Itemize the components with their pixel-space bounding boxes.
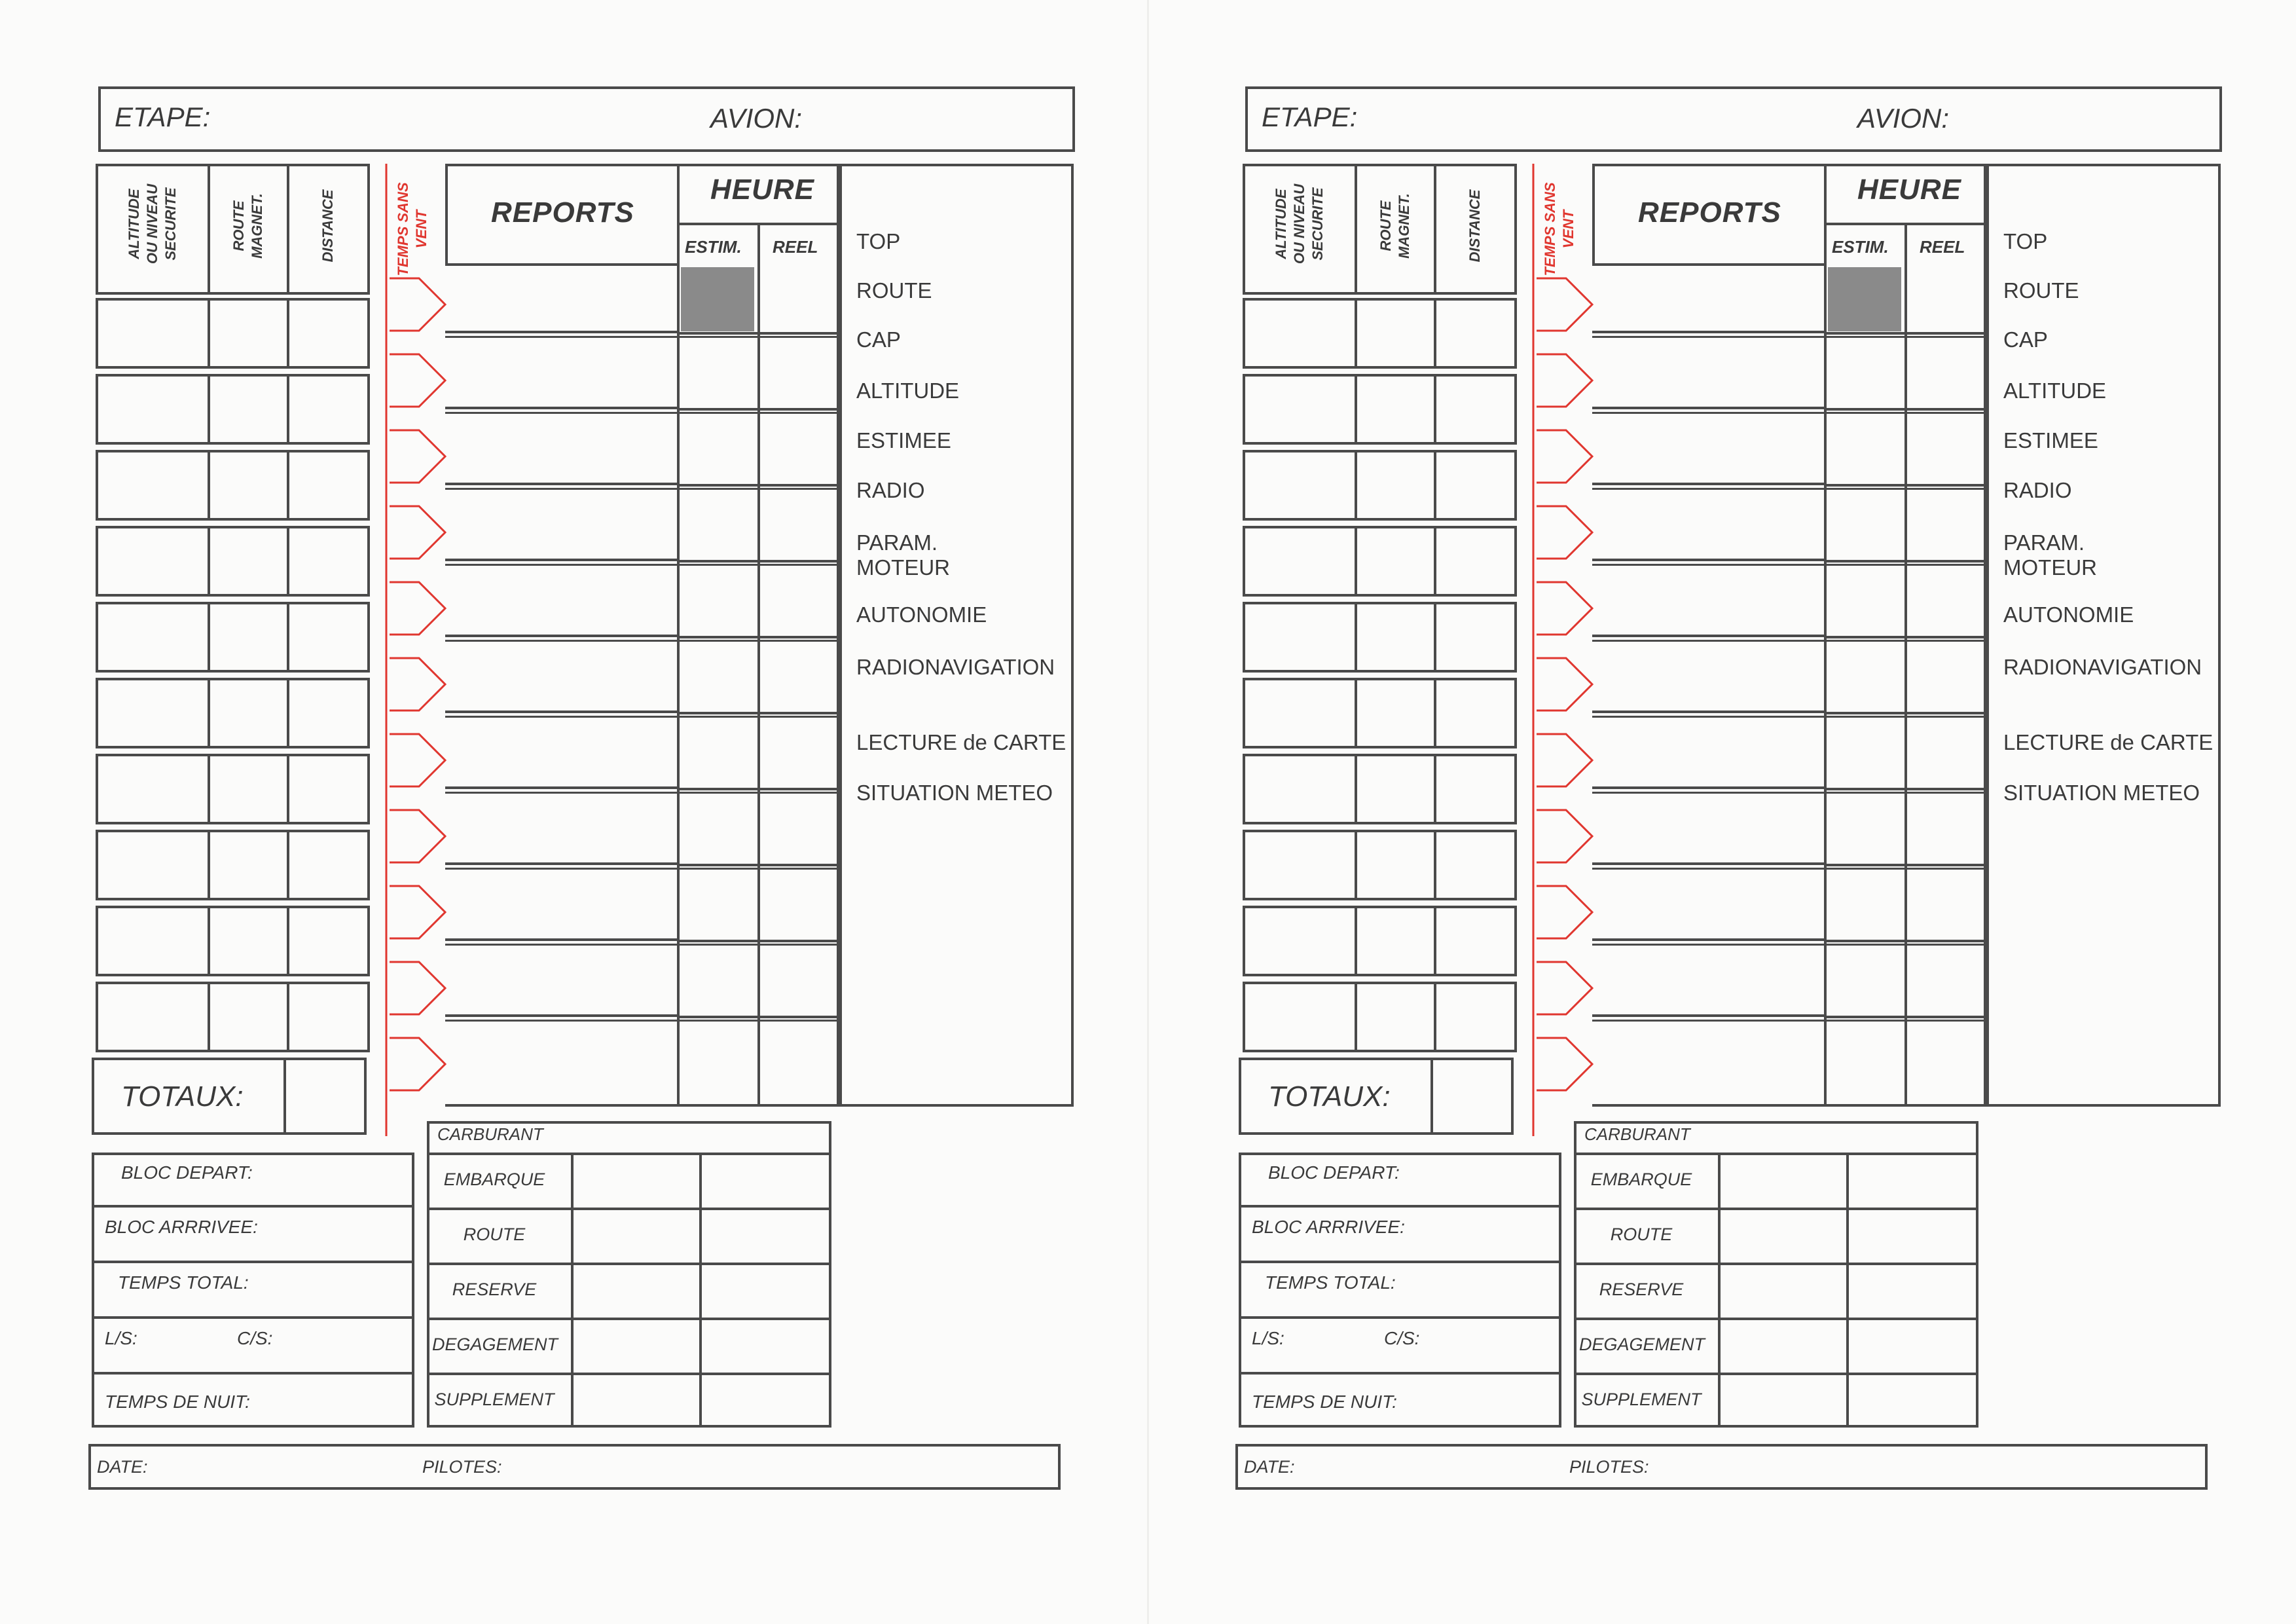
- checklist-item: AUTONOMIE: [2003, 602, 2134, 627]
- carburant-value-1[interactable]: [576, 1266, 694, 1315]
- heure-label: HEURE: [710, 174, 815, 206]
- date-field[interactable]: [151, 1449, 406, 1485]
- carburant-value-2[interactable]: [1851, 1211, 1972, 1260]
- checklist-item: RADIO: [2003, 478, 2072, 502]
- pilotes-field[interactable]: [1658, 1449, 2201, 1485]
- carburant-value-1[interactable]: [576, 1156, 694, 1205]
- distance-col-label: DISTANCE: [319, 189, 336, 263]
- bloc-temps-nuit-label: TEMPS DE NUIT:: [1252, 1392, 1397, 1412]
- ls-label: L/S:: [105, 1328, 137, 1348]
- checklist-item: ROUTE: [856, 278, 932, 303]
- checklist-item: TOP: [856, 229, 901, 253]
- reel-label: REEL: [773, 237, 818, 257]
- pilotes-label: PILOTES:: [1569, 1457, 1649, 1477]
- avion-label: AVION:: [710, 103, 803, 134]
- carburant-value-1[interactable]: [576, 1321, 694, 1370]
- etape-label: ETAPE:: [1262, 101, 1358, 132]
- checklist-item: PARAM. MOTEUR: [856, 530, 950, 580]
- checklist-item: SITUATION METEO: [856, 781, 1053, 805]
- temps-sans-vent-label: TEMPS SANS VENT: [395, 182, 429, 276]
- checklist-item: ALTITUDE: [2003, 378, 2107, 403]
- estim-label: ESTIM.: [685, 237, 742, 257]
- temps-sans-vent-label: TEMPS SANS VENT: [1542, 182, 1576, 276]
- checklist-item: RADIONAVIGATION: [2003, 655, 2202, 679]
- checklist-box: [1986, 164, 2221, 1107]
- bloc-temps-total-label: TEMPS TOTAL:: [118, 1272, 249, 1293]
- etape-label: ETAPE:: [115, 101, 211, 132]
- reports-label: REPORTS: [491, 196, 634, 229]
- totaux-label: TOTAUX:: [1268, 1080, 1391, 1113]
- heure-label: HEURE: [1857, 174, 1962, 206]
- carburant-title: CARBURANT: [1584, 1124, 1690, 1144]
- checklist-item: PARAM. MOTEUR: [2003, 530, 2097, 580]
- carburant-value-2[interactable]: [704, 1321, 825, 1370]
- pilotes-field[interactable]: [511, 1449, 1054, 1485]
- date-label: DATE:: [1244, 1457, 1295, 1477]
- carburant-value-1[interactable]: [1723, 1321, 1841, 1370]
- carburant-value-2[interactable]: [704, 1266, 825, 1315]
- carburant-value-2[interactable]: [1851, 1156, 1972, 1205]
- distance-col-label: DISTANCE: [1467, 189, 1483, 263]
- carburant-value-1[interactable]: [1723, 1211, 1841, 1260]
- cs-label: C/S:: [237, 1328, 273, 1348]
- bloc-temps-nuit-label: TEMPS DE NUIT:: [105, 1392, 250, 1412]
- totaux-label: TOTAUX:: [121, 1080, 244, 1113]
- carburant-value-2[interactable]: [704, 1211, 825, 1260]
- carburant-value-2[interactable]: [1851, 1266, 1972, 1315]
- route-col-label: ROUTE MAGNET.: [1377, 193, 1412, 259]
- carburant-value-1[interactable]: [1723, 1156, 1841, 1205]
- carburant-row-label: DEGAGEMENT: [432, 1335, 558, 1354]
- checklist-item: TOP: [2003, 229, 2048, 253]
- carburant-value-2[interactable]: [1851, 1321, 1972, 1370]
- bloc-arrivee-label: BLOC ARRRIVEE:: [105, 1217, 258, 1237]
- reports-label: REPORTS: [1638, 196, 1781, 229]
- carburant-row-label: EMBARQUE: [1590, 1170, 1692, 1189]
- carburant-title: CARBURANT: [437, 1124, 543, 1144]
- form-page-right: [1147, 0, 2273, 1624]
- checklist-item: LECTURE de CARTE: [2003, 730, 2214, 754]
- altitude-col-label: ALTITUDE OU NIVEAU SECURITE: [1273, 183, 1326, 265]
- bloc-depart-label: BLOC DEPART:: [1268, 1162, 1400, 1183]
- checklist-item: ALTITUDE: [856, 378, 960, 403]
- carburant-value-1[interactable]: [576, 1376, 694, 1425]
- checklist-item: LECTURE de CARTE: [856, 730, 1066, 754]
- checklist-item: CAP: [856, 327, 901, 352]
- checklist-item: SITUATION METEO: [2003, 781, 2200, 805]
- carburant-row-label: SUPPLEMENT: [434, 1390, 555, 1409]
- carburant-row-label: RESERVE: [1599, 1280, 1684, 1299]
- carburant-row-label: EMBARQUE: [443, 1170, 545, 1189]
- bloc-temps-total-label: TEMPS TOTAL:: [1265, 1272, 1396, 1293]
- carburant-row-label: DEGAGEMENT: [1579, 1335, 1705, 1354]
- carburant-value-2[interactable]: [704, 1156, 825, 1205]
- checklist-box: [839, 164, 1074, 1107]
- carburant-value-1[interactable]: [1723, 1266, 1841, 1315]
- bloc-arrivee-label: BLOC ARRRIVEE:: [1252, 1217, 1405, 1237]
- carburant-row-label: ROUTE: [1610, 1225, 1673, 1244]
- checklist-item: CAP: [2003, 327, 2048, 352]
- checklist-item: RADIONAVIGATION: [856, 655, 1055, 679]
- carburant-row-label: RESERVE: [452, 1280, 537, 1299]
- date-field[interactable]: [1298, 1449, 1553, 1485]
- altitude-col-label: ALTITUDE OU NIVEAU SECURITE: [126, 183, 179, 265]
- carburant-value-1[interactable]: [576, 1211, 694, 1260]
- bloc-depart-label: BLOC DEPART:: [121, 1162, 253, 1183]
- date-label: DATE:: [97, 1457, 148, 1477]
- estim-label: ESTIM.: [1832, 237, 1889, 257]
- avion-label: AVION:: [1857, 103, 1950, 134]
- checklist-item: ESTIMEE: [856, 428, 951, 452]
- carburant-value-2[interactable]: [704, 1376, 825, 1425]
- pilotes-label: PILOTES:: [422, 1457, 502, 1477]
- carburant-row-label: ROUTE: [463, 1225, 526, 1244]
- checklist-item: ESTIMEE: [2003, 428, 2098, 452]
- route-col-label: ROUTE MAGNET.: [230, 193, 265, 259]
- carburant-value-2[interactable]: [1851, 1376, 1972, 1425]
- form-page-left: [0, 0, 1126, 1624]
- checklist-item: RADIO: [856, 478, 925, 502]
- carburant-row-label: SUPPLEMENT: [1581, 1390, 1702, 1409]
- ls-label: L/S:: [1252, 1328, 1285, 1348]
- carburant-value-1[interactable]: [1723, 1376, 1841, 1425]
- cs-label: C/S:: [1384, 1328, 1420, 1348]
- checklist-item: ROUTE: [2003, 278, 2079, 303]
- checklist-item: AUTONOMIE: [856, 602, 987, 627]
- reel-label: REEL: [1920, 237, 1965, 257]
